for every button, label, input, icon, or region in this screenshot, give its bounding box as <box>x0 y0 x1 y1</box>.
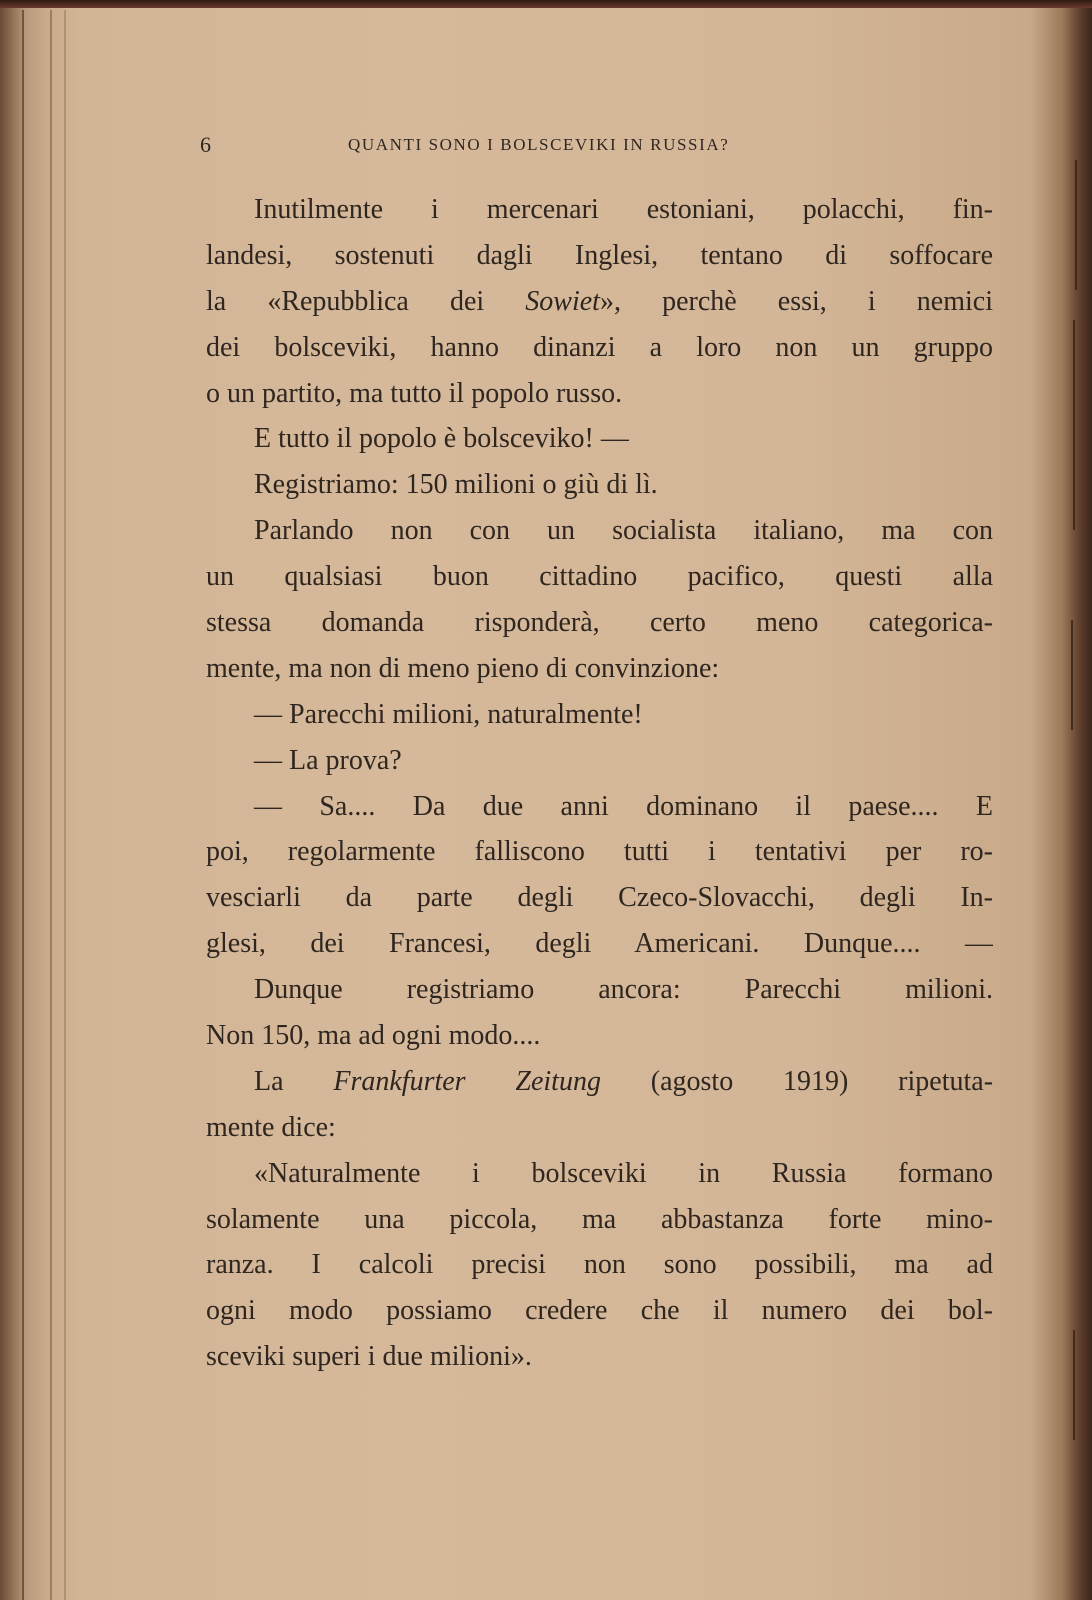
text-line: glesi, dei Francesi, degli Americani. Dunque.... — <box>206 928 993 960</box>
text-line: «Naturalmente i bolsceviki in Russia formano <box>254 1157 993 1189</box>
running-head-title: QUANTI SONO I BOLSCEVIKI IN RUSSIA? <box>348 135 730 154</box>
text-line: — Parecchi milioni, naturalmente! <box>254 698 643 730</box>
text-line: Non 150, ma ad ogni modo.... <box>206 1020 541 1052</box>
text-line: stessa domanda risponderà, certo meno categorica- <box>206 607 993 639</box>
text-line: — La prova? <box>254 744 402 776</box>
text-line: Registriamo: 150 milioni o giù di lì. <box>254 469 658 501</box>
text-line: solamente una piccola, ma abbastanza forte mino- <box>206 1203 993 1235</box>
text-line: mente dice: <box>206 1111 336 1143</box>
text-segment: la «Repubblica dei <box>206 285 526 317</box>
text-segment: (agosto 1919) ripetuta- <box>600 1065 993 1097</box>
text-line: Inutilmente i mercenari estoniani, polacchi, fin- <box>254 194 993 225</box>
text-line: landesi, sostenuti dagli Inglesi, tentano di soffocare <box>206 239 993 271</box>
text-line: E tutto il popolo è bolsceviko! — <box>254 423 629 455</box>
italic-title: Sowiet <box>525 285 600 317</box>
text-line: ogni modo possiamo credere che il numero dei bol- <box>206 1295 993 1327</box>
text-segment: », perchè essi, i nemici <box>599 285 993 317</box>
running-head <box>200 132 860 162</box>
text-line: sceviki superi i due milioni». <box>206 1341 532 1373</box>
text-line: Dunque registriamo ancora: Parecchi milioni. <box>254 974 993 1006</box>
text-line: vesciarli da parte degli Czeco-Slovacchi, degli In- <box>206 882 993 914</box>
text-line: mente, ma non di meno pieno di convinzione: <box>206 652 720 684</box>
text-line: ranza. I calcoli precisi non sono possibili, ma ad <box>206 1249 993 1281</box>
text-line: — Sa.... Da due anni dominano il paese.... E <box>254 790 993 822</box>
text-line: o un partito, ma tutto il popolo russo. <box>206 377 623 409</box>
text-segment: La <box>254 1065 334 1097</box>
text-line: dei bolsceviki, hanno dinanzi a loro non un gruppo <box>206 331 993 363</box>
text-line: Parlando non con un socialista italiano, ma con <box>254 515 993 547</box>
page-number: 6 <box>200 132 211 157</box>
text-line <box>206 279 993 325</box>
text-line: un qualsiasi buon cittadino pacifico, questi alla <box>206 561 993 593</box>
text-line <box>206 1059 993 1105</box>
italic-title: Frankfurter Zeitung <box>333 1065 601 1097</box>
text-line: poi, regolarmente falliscono tutti i tentativi per ro- <box>206 836 993 868</box>
body-text <box>206 187 993 1380</box>
